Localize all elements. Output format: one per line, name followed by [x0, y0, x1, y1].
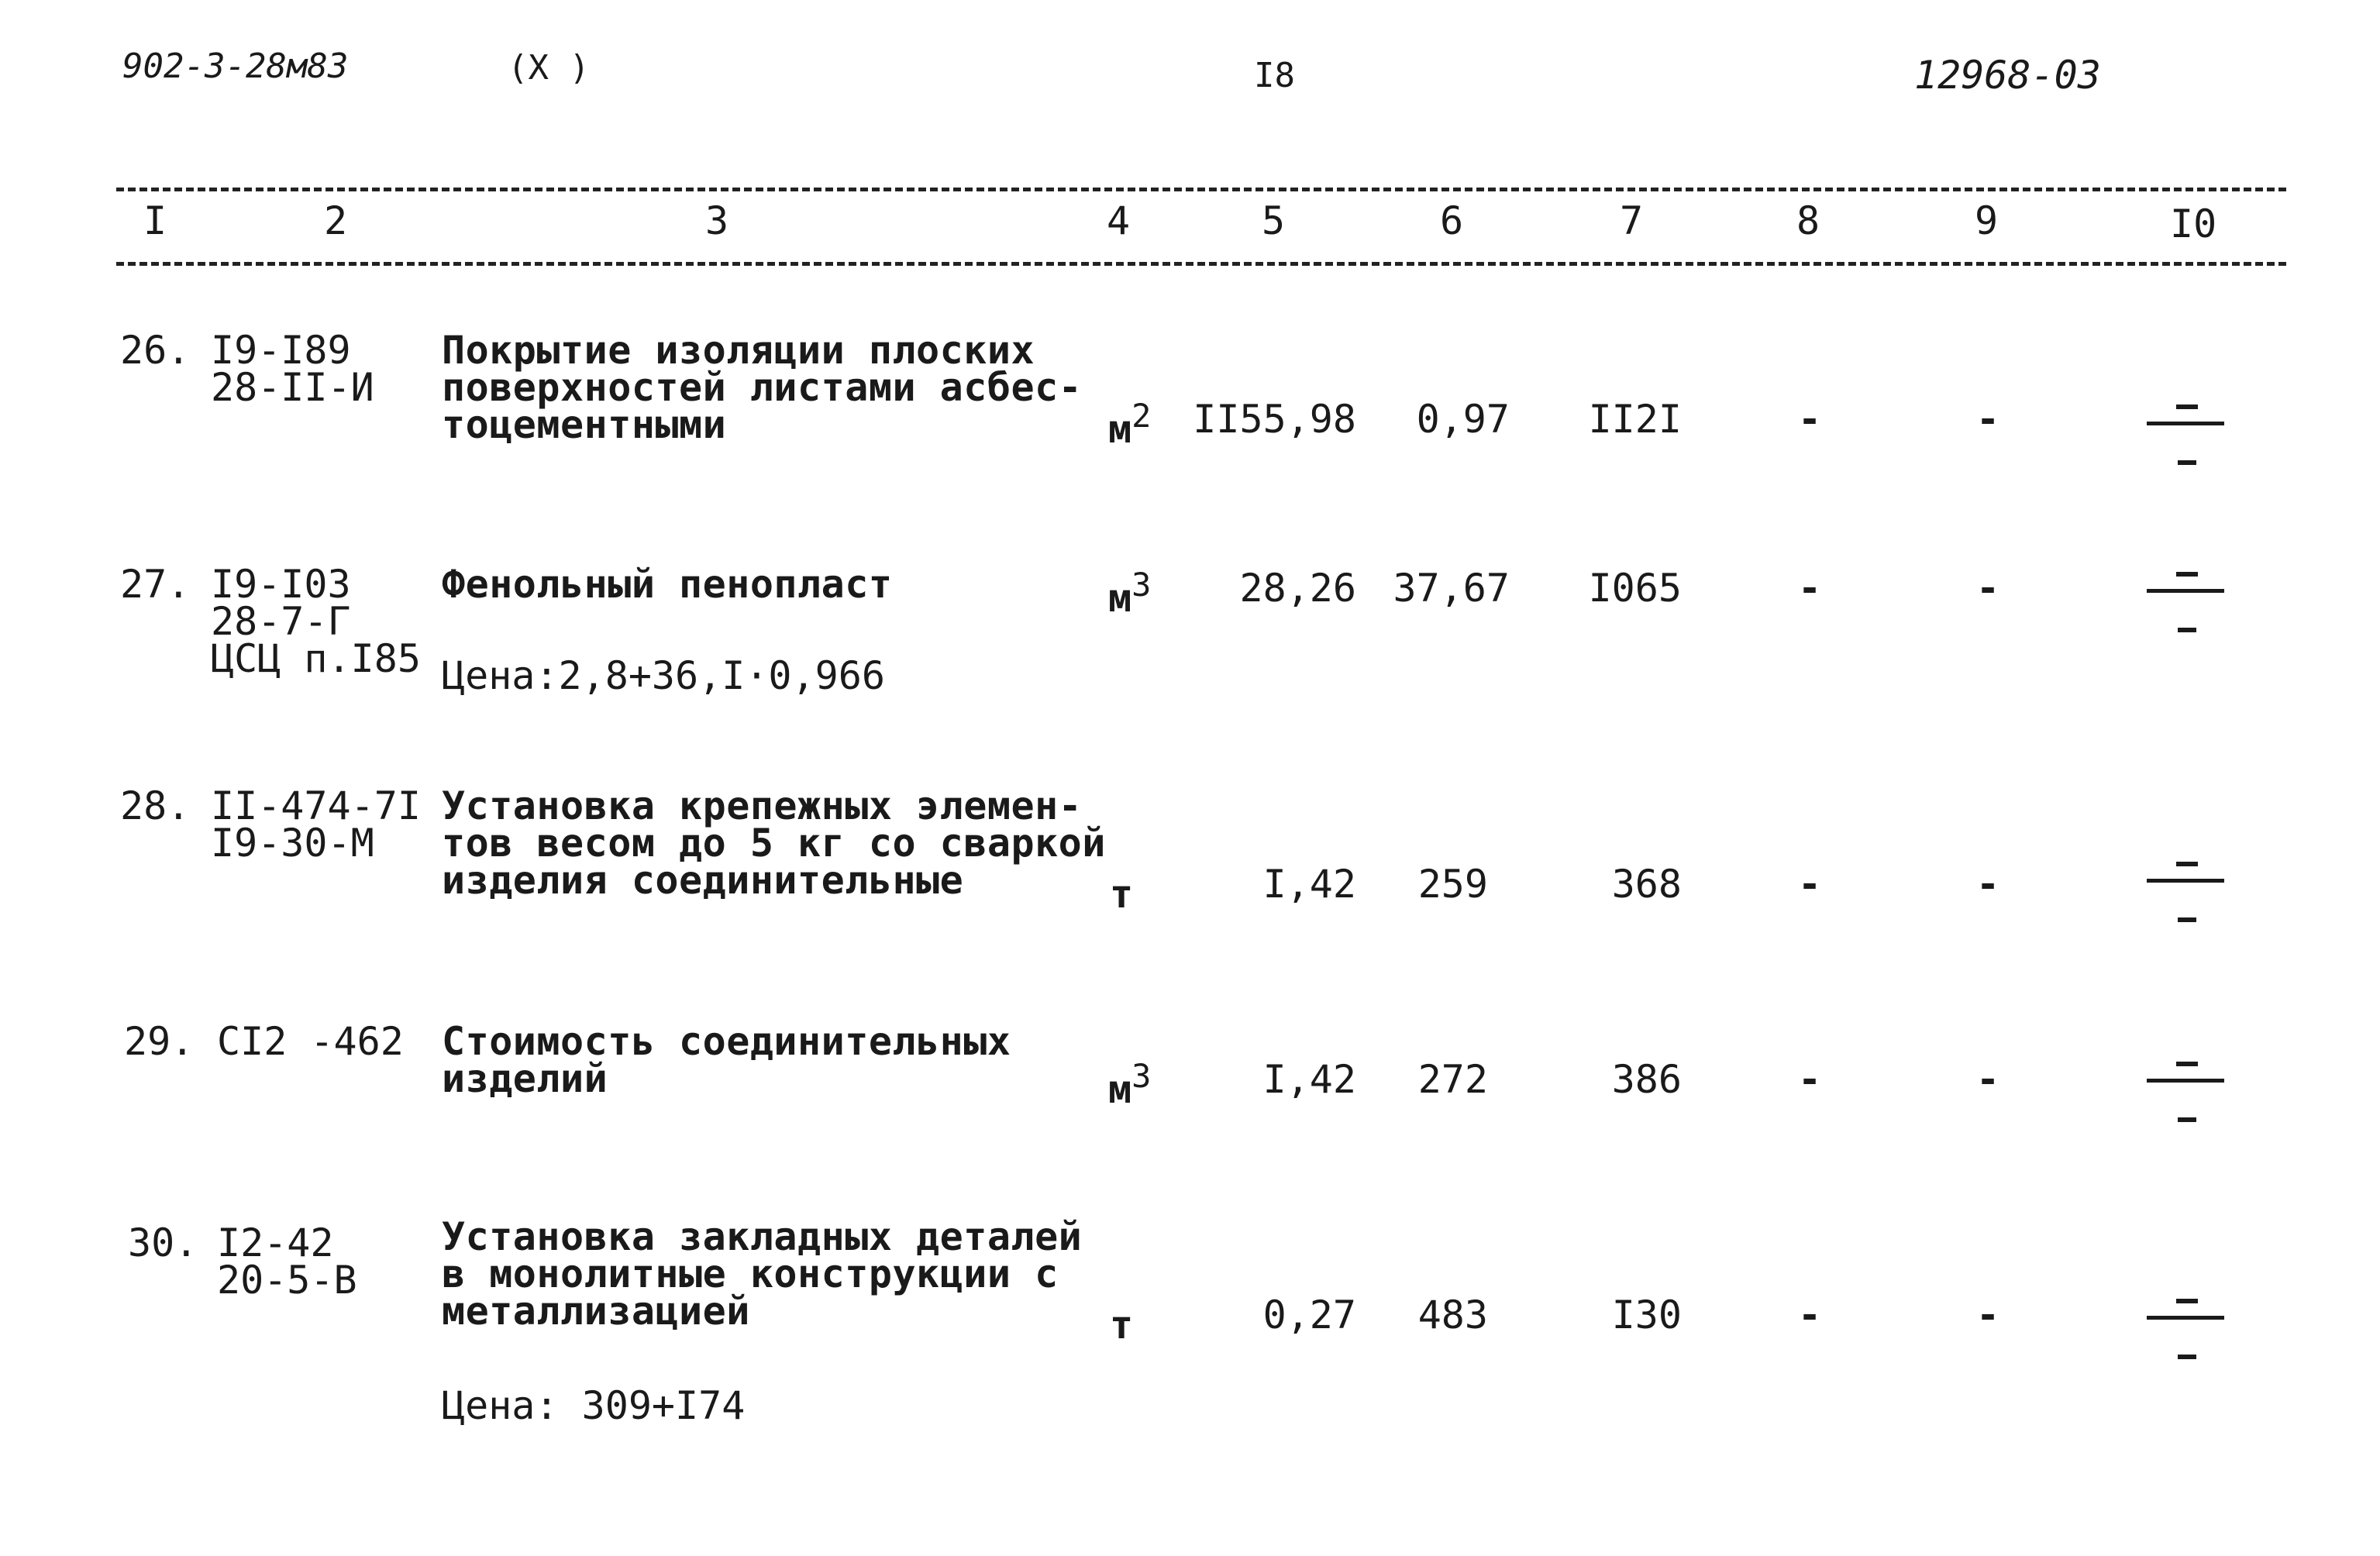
column-header-10: I0 [2170, 201, 2217, 246]
row-price-note: Цена:2,8+36,I·0,966 [442, 653, 885, 698]
row-unit: т [1110, 872, 1134, 917]
row-code: 28-7-Г [211, 599, 351, 644]
column-header-6: 6 [1440, 198, 1464, 243]
column-header-4: 4 [1107, 198, 1131, 243]
row-col8-value: - [1798, 566, 1822, 611]
row-total: 386 [1611, 1057, 1682, 1102]
row-description-line: Покрытие изоляции плоских [442, 328, 1035, 373]
row-unit-price: 272 [1417, 1057, 1488, 1102]
row-position: 29. [124, 1019, 195, 1064]
row-code: 28-II-И [211, 365, 374, 410]
row-total: I065 [1588, 566, 1682, 611]
row-code: СI2 -462 [217, 1019, 404, 1064]
row-code: 20-5-В [217, 1258, 357, 1303]
row-description-line: тоцементными [442, 402, 727, 447]
row-code: I2-42 [217, 1220, 334, 1265]
row-unit: т [1110, 1303, 1134, 1348]
row-col9-value: - [1976, 862, 2000, 907]
row-description-line: Установка крепежных элемен- [442, 783, 1083, 828]
ditto-fraction-mark [2147, 1299, 2224, 1368]
row-quantity: 0,27 [1262, 1293, 1356, 1337]
row-code: I9-I03 [211, 562, 351, 607]
column-header-9: 9 [1975, 198, 1999, 243]
row-description-line: изделий [442, 1056, 608, 1101]
ditto-fraction-mark [2147, 1062, 2224, 1131]
row-code: I9-30-М [211, 821, 374, 866]
row-position: 28. [120, 783, 191, 828]
header-rule-bottom [116, 262, 2286, 266]
row-col8-value: - [1798, 862, 1822, 907]
column-header-2: 2 [324, 198, 348, 243]
row-col9-value: - [1976, 1293, 2000, 1337]
row-description-line: в монолитные конструкции с [442, 1251, 1059, 1296]
row-description-line: Фенольный пенопласт [442, 562, 893, 607]
row-description-line: поверхностей листами асбес- [442, 365, 1083, 410]
row-unit-price: 37,67 [1393, 566, 1510, 611]
column-header-8: 8 [1796, 198, 1820, 243]
ditto-fraction-mark [2147, 572, 2224, 642]
row-description-line: тов весом до 5 кг со сваркой [442, 821, 1106, 866]
row-quantity: I,42 [1262, 862, 1356, 907]
row-unit: $м^2$ [1108, 397, 1152, 452]
row-price-note: Цена: 309+I74 [442, 1383, 746, 1428]
row-quantity: 28,26 [1239, 566, 1356, 611]
row-unit-price: 0,97 [1416, 397, 1510, 442]
row-unit: $м^3$ [1108, 566, 1152, 621]
row-description-line: Стоимость соединительных [442, 1019, 1011, 1064]
doc-mark: (X ) [508, 48, 590, 88]
ditto-fraction-mark [2147, 862, 2224, 931]
page-number: I8 [1254, 56, 1295, 95]
column-header-7: 7 [1620, 198, 1644, 243]
row-position: 26. [120, 328, 191, 373]
row-description-line: Установка закладных деталей [442, 1214, 1083, 1259]
row-unit: $м^3$ [1108, 1057, 1152, 1112]
header-rule-top [116, 188, 2286, 191]
row-col8-value: - [1798, 397, 1822, 442]
row-unit-price: 259 [1417, 862, 1488, 907]
row-description-line: металлизацией [442, 1289, 750, 1334]
row-position: 30. [128, 1220, 198, 1265]
row-code: ЦСЦ п.I85 [211, 636, 421, 681]
row-total: I30 [1611, 1293, 1682, 1337]
archive-number: 12968-03 [1914, 53, 2101, 98]
ditto-fraction-mark [2147, 404, 2224, 474]
row-unit-price: 483 [1417, 1293, 1488, 1337]
row-col8-value: - [1798, 1293, 1822, 1337]
doc-code: 902-3-28м83 [122, 46, 349, 86]
row-col9-value: - [1976, 1057, 2000, 1102]
column-header-3: 3 [705, 198, 729, 243]
row-quantity: II55,98 [1193, 397, 1356, 442]
column-header-1: I [143, 198, 167, 243]
row-total: II2I [1588, 397, 1682, 442]
row-col8-value: - [1798, 1057, 1822, 1102]
row-code: II-474-7I [211, 783, 421, 828]
row-code: I9-I89 [211, 328, 351, 373]
row-quantity: I,42 [1262, 1057, 1356, 1102]
row-total: 368 [1611, 862, 1682, 907]
column-header-5: 5 [1262, 198, 1286, 243]
row-position: 27. [120, 562, 191, 607]
row-col9-value: - [1976, 566, 2000, 611]
row-col9-value: - [1976, 397, 2000, 442]
row-description-line: изделия соединительные [442, 858, 964, 903]
